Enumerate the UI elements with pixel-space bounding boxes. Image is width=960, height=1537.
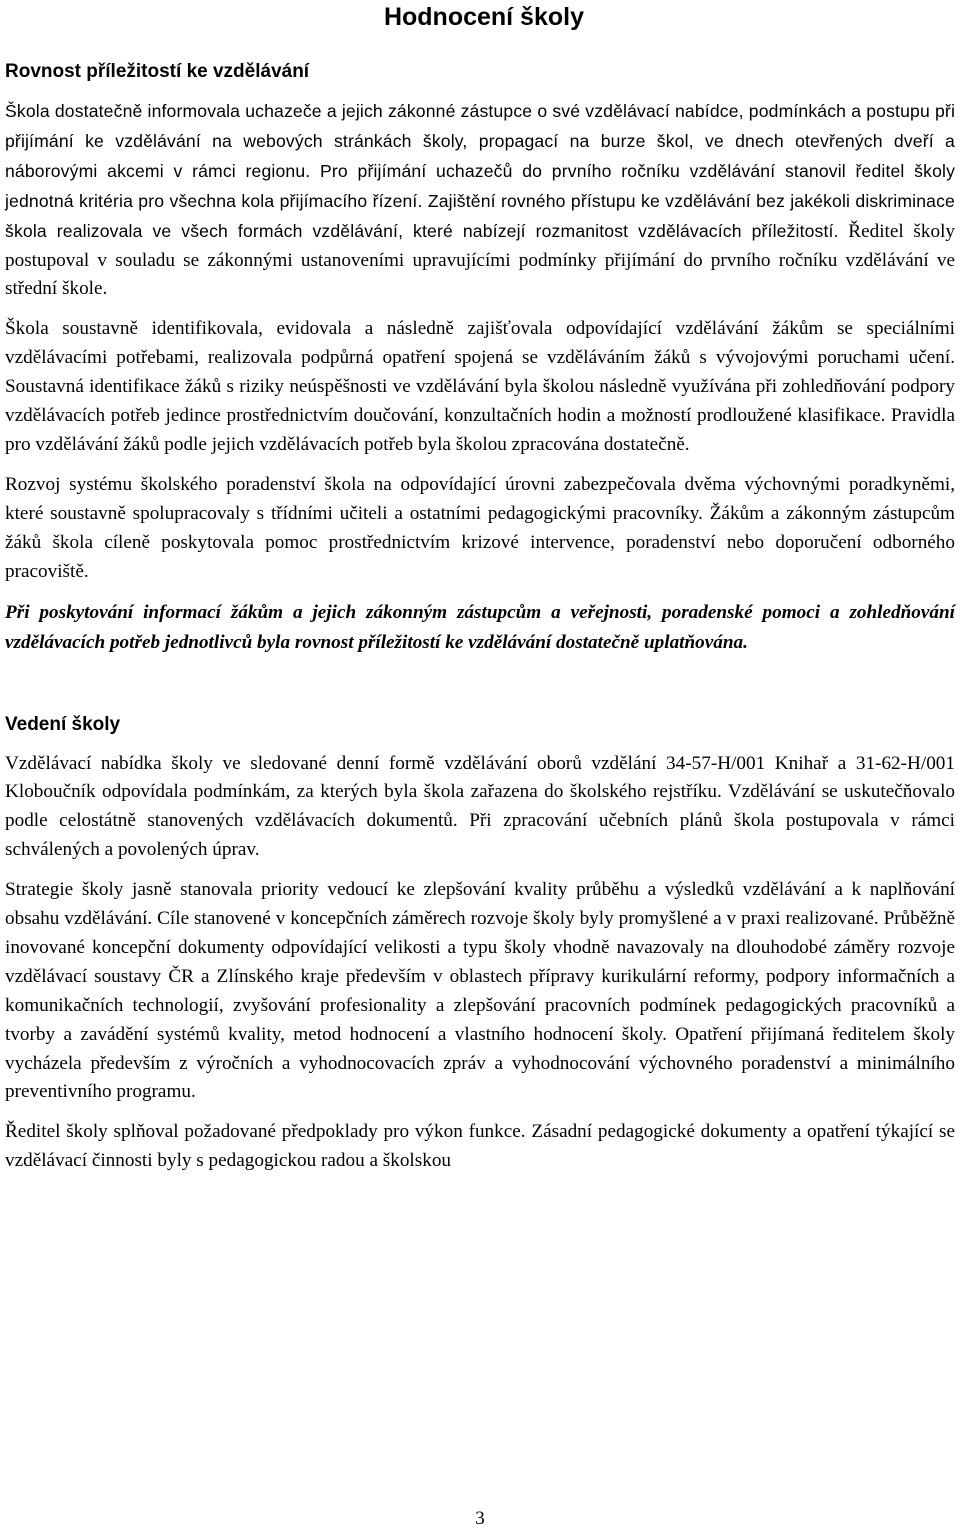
paragraph-principal: Ředitel školy splňoval požadované předpoklady pro výkon funkce. Zásadní pedagogické dokumenty a opatření týkající se vzdělávací činnosti byly s pedagogickou radou a školskou — [5, 1121, 955, 1172]
paragraph-segment: Škola dostatečně informovala uchazeče a jejich zákonné zástupce o své vzdělávací nabídce, podmínkách a postupu při přijímání ke vzdělávání na webových stránkách školy, propagací na burze škol, ve dnech otevřených dveří a náborovými akcemi v rámci regionu. — [5, 101, 955, 181]
document-body — [5, 59, 955, 1187]
paragraph-segment: Zajištění rovného přístupu ke vzdělávání bez jakékoli diskriminace škola realizovala ve všech formách vzdělávání, které nabízejí rozmanitost vzdělávacích příležitostí. — [5, 190, 955, 241]
conclusion-equal-opportunity: Při poskytování informací žákům a jejich zákonným zástupcům a veřejnosti, poradenské pomoci a zohledňování vzdělávacích potřeb jednotlivců byla rovnost příležitostí ke vzdělávání dostatečně uplatňována. — [5, 601, 955, 653]
section-heading-school-management: Vedení školy — [5, 713, 121, 735]
page-title: Hodnocení školy — [383, 3, 584, 31]
section-spacer — [5, 669, 955, 712]
paragraph-admission-info — [5, 97, 955, 304]
paragraph-segment: Pro přijímání uchazečů do prvního ročníku vzdělávání stanovil ředitel školy jednotná kritéria pro všechna kola přijímacího řízení. — [5, 160, 956, 211]
paragraph-counseling: Rozvoj systému školského poradenství škola na odpovídající úrovni zabezpečovala dvěma výchovnými poradkyněmi, které soustavně spolupracovaly s třídními učiteli a ostatními pedagogickými pracovníky. Žákům a zákonným zástupcům žáků škola cíleně poskytovala pomoc prostřednictvím krizové intervence, poradenství nebo doporučení odborného pracoviště. — [5, 473, 955, 582]
paragraph-education-offer: Vzdělávací nabídka školy ve sledované denní formě vzdělávání oborů vzdělání 34-57-H/001 Knihař a 31-62-H/001 Kloboučník odpovídala podmínkám, za kterých byla škola zařazena do školského rejstříku. Vzdělávání se uskutečňovalo podle celostátně stanovených vzdělávacích dokumentů. Při zpracování učebních plánů škola postupovala v rámci schválených a povolených úprav. — [5, 752, 955, 861]
paragraph-school-strategy: Strategie školy jasně stanovala priority vedoucí ke zlepšování kvality průběhu a výsledků vzdělávání a k naplňování obsahu vzdělávání. Cíle stanovené v koncepčních záměrech rozvoje školy byly promyšlené a v praxi realizované. Průběžně inovované koncepční dokumenty odpovídající velikosti a typu školy vhodně navazovaly na dlouhodobé záměry rozvoje vzdělávací soustavy ČR a Zlínského kraje především v oblastech přípravy kurikulární reformy, podpory informačních a komunikačních technologií, zvyšování profesionality a zlepšování pracovních podmínek pedagogických pracovníků a tvorby a zavádění systémů kvality, metod hodnocení a vlastního hodnocení školy. Opatření přijímaná ředitelem školy vycházela především z výročních a vyhodnocovacích zpráv a vyhodnocování výchovného poradenství a minimálního preventivního programu. — [5, 879, 955, 1103]
page-number: 3 — [475, 1508, 485, 1529]
paragraph-segment: Ředitel školy postupoval v souladu se zákonnými ustanoveními upravujícími podmínky přijímání do prvního ročníku vzdělávání ve střední škole. — [5, 220, 956, 300]
section-heading-equal-opportunity: Rovnost příležitostí ke vzdělávání — [5, 61, 310, 82]
paragraph-special-needs: Škola soustavně identifikovala, evidovala a následně zajišťovala odpovídající vzdělávání žákům se speciálními vzdělávacími potřebami, realizovala podpůrná opatření spojená se vzděláváním žáků s vývojovými poruchami učení. Soustavná identifikace žáků s riziky neúspěšnosti ve vzdělávání byla školou následně využívána při zohledňování podpory vzdělávacích potřeb jedince prostřednictvím doučování, konzultačních hodin a možností prodloužené klasifikace. Pravidla pro vzdělávání žáků podle jejich vzdělávacích potřeb byla školou zpracována dostatečně. — [5, 318, 955, 455]
